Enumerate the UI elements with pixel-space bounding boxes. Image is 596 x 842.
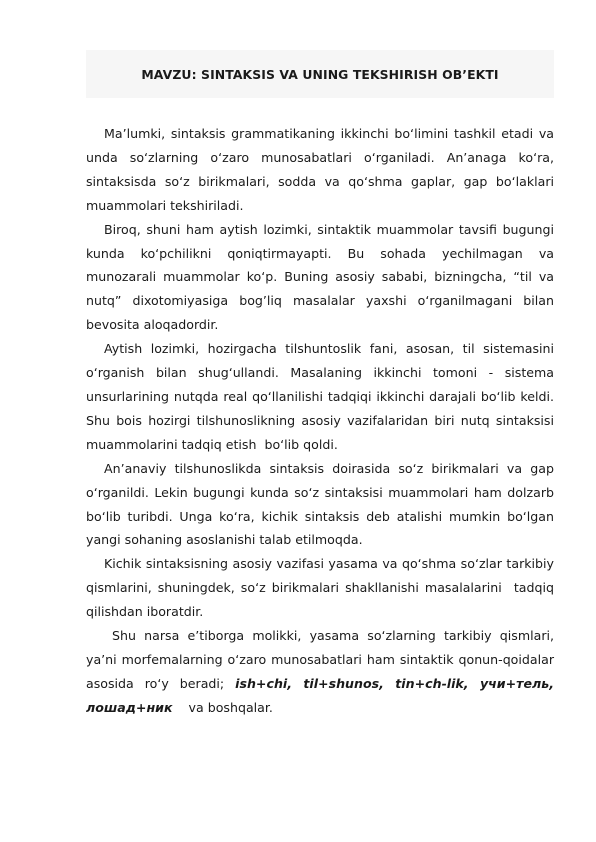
paragraph: Kichik sintaksisning asosiy vazifasi yasama va qo‘shma so‘zlar tarkibiy qismlarini, shuningdek, so‘z birikmalari shakllanishi masalalarini tadqiq qilishdan iboratdir.: [86, 556, 559, 620]
paragraph: Ma’lumki, sintaksis grammatikaning ikkinchi bo‘limini tashkil etadi va unda so‘zlarning o‘zaro munosabatlari o‘rganiladi. An’anaga ko‘ra, sintaksisda so‘z birikmalari, sodda va qo‘shma gaplar, gap bo‘laklari muammolari tekshiriladi.: [86, 126, 559, 213]
document-body: [86, 122, 563, 720]
example-words: ish+chi, til+shunos, tin+ch-lik, учи+тель, лошад+ник: [86, 675, 563, 715]
paragraph-tail: va boshqalar.: [172, 699, 273, 715]
paragraph-text: Shu narsa e’tiborga molikki, yasama so‘zlarning tarkibiy qismlari, ya’ni morfemalarning o‘zaro munosabatlari ham sintaktik qonun-qoidalar asosida ro‘y beradi;: [86, 628, 559, 691]
paragraph-last: [86, 624, 563, 720]
paragraph: Aytish lozimki, hozirgacha tilshuntoslik fani, asosan, til sistemasini o‘rganish bilan shug‘ullandi. Masalaning ikkinchi tomoni - sistema unsurlarining nutqda real qo‘llanilishi tadqiqi ikkinchi darajali bo‘lib keldi. Shu bois hozirgi tilshunoslikning asosiy vazifalaridan biri nutq sintaksisi muammolarini tadqiq etish bo‘lib qoldi.: [86, 341, 563, 452]
document-title: MAVZU: SINTAKSIS VA UNING TEKSHIRISH OB’EKTI: [86, 50, 554, 98]
paragraph: An’anaviy tilshunoslikda sintaksis doirasida so‘z birikmalari va gap o‘rganildi. Lekin bugungi kunda so‘z sintaksisi muammolari ham dolzarb bo‘lib turibdi. Unga ko‘ra, kichik sintaksis deb atalishi mumkin bo‘lgan yangi sohaning asoslanishi talab etilmoqda.: [86, 460, 559, 548]
paragraph: Biroq, shuni ham aytish lozimki, sintaktik muammolar tavsifi bugungi kunda ko‘pchilikni qoniqtirmayapti. Bu sohada yechilmagan va munozarali muammolar ko‘p. Buning asosiy sababi, bizningcha, “til va nutq” dixotomiyasiga bog’liq masalalar yaxshi o‘rganilmagani bilan bevosita aloqadordir.: [86, 221, 559, 333]
